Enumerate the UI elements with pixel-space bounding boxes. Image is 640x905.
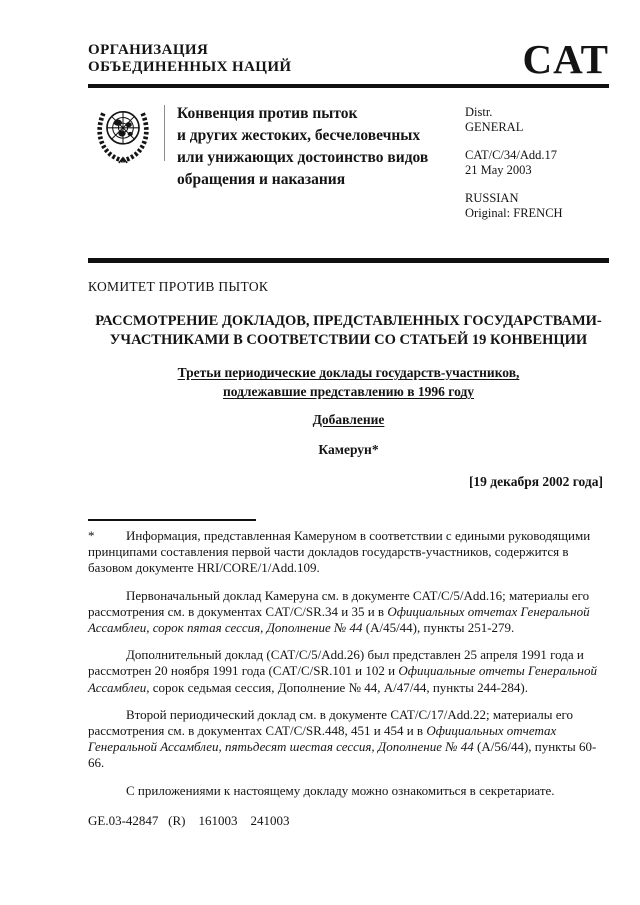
footnote-text: Дополнительный доклад (CAT/C/5/Add.26) был представлен 25 апреля 1991 года и рассмотрен 20 ноября 1991 года (CAT/C/SR.101 и 102 и [88,647,584,679]
distr-group [465,105,609,135]
document-title-line: РАССМОТРЕНИЕ ДОКЛАДОВ, ПРЕДСТАВЛЕННЫХ ГОСУДАРСТВАМИ- [95,313,602,329]
document-title-line: УЧАСТНИКАМИ В СООТВЕТСТВИИ СО СТАТЬЕЙ 19 КОНВЕНЦИИ [109,332,588,348]
org-name [88,42,292,75]
footnote-text: (A/56/44), пункты 60-66. [88,739,597,771]
header-rule [88,84,609,88]
footnote-text-italic: Официальных отчетах Генеральной Ассамблеи, пятьдесят шестая сессия, Дополнение № 44 [88,723,557,755]
footnote-rule [88,519,256,521]
doc-language: RUSSIAN [465,191,519,205]
document-subtitle-line: подлежавшие представлению в 1996 году [222,384,475,399]
symbol-group [465,148,609,178]
committee-name: КОМИТЕТ ПРОТИВ ПЫТОК [88,279,269,294]
submission-date: [19 декабря 2002 года] [468,474,603,489]
document-subtitle-line: Третьи периодические доклады государств-участников, [177,365,520,380]
country-name: Камерун* [318,442,379,457]
footnote-paragraph [88,528,609,577]
footnote-text: Первоначальный доклад Камеруна см. в документе CAT/C/5/Add.16; материалы его рассмотрения см. в документах CAT/C/SR.34 и 35 и в [88,587,590,619]
footnote-text-italic: Официальных отчетах Генеральной Ассамблеи, сорок пятая сессия, Дополнение № 44 [88,603,590,636]
footnote-paragraph [88,588,609,637]
doc-symbol: CAT/C/34/Add.17 [465,148,558,162]
convention-title-line: или унижающих достоинство видов [177,149,429,166]
footnote-text: (A/45/44), пункты 251-279. [362,620,515,636]
distr-label: Distr. [465,105,493,119]
footnote-text: Информация, представленная Камеруном в соответствии с едиными руководящими принципами составления первой части докладов государств-участников, содержится в базовом документе HRI/CORE/1/Add.109. [88,528,591,576]
doc-date: 21 May 2003 [465,163,532,177]
footnote-text: С приложениями к настоящему докладу можно ознакомиться в секретариате. [126,782,555,798]
distr-value: GENERAL [465,120,524,134]
addendum-heading: Добавление [312,412,385,427]
footnote-text: Второй периодический доклад см. в документе CAT/C/17/Add.22; материалы его рассмотрения см. в документах CAT/C/SR.448, 451 и 454 и в [88,706,573,739]
doc-original-language: Original: FRENCH [465,206,563,220]
footnote-text-italic: Официальные отчеты Генеральной Ассамблеи [88,663,597,695]
language-group [465,191,609,221]
org-name-line1: ОРГАНИЗАЦИЯ [88,42,209,58]
doc-symbol-large: CAT [522,36,609,82]
footer-reference: GE.03-42847 (R) 161003 241003 [88,813,290,828]
org-name-line2: ОБЪЕДИНЕННЫХ НАЦИЙ [88,58,292,75]
footnote-text: , сорок седьмая сессия, Дополнение № 44, A/47/44, пункты 244-284). [146,679,528,695]
distribution-block [465,103,609,234]
masthead-rule [88,258,609,263]
footnote-paragraph [88,647,609,696]
footnotes [88,528,609,799]
convention-title-line: Конвенция против пыток [177,105,358,122]
masthead [88,103,609,234]
document-title [88,312,609,350]
footnote-marker: * [88,528,95,543]
document-header [88,36,609,82]
footnote-paragraph [88,707,609,772]
convention-title-line: и других жестоких, бесчеловечных [177,127,421,144]
convention-title [177,103,465,234]
convention-title-line: обращения и наказания [177,171,346,188]
document-subtitle [88,363,609,401]
un-emblem-icon [94,103,152,165]
footnote-paragraph [88,783,609,799]
masthead-divider [164,105,165,161]
